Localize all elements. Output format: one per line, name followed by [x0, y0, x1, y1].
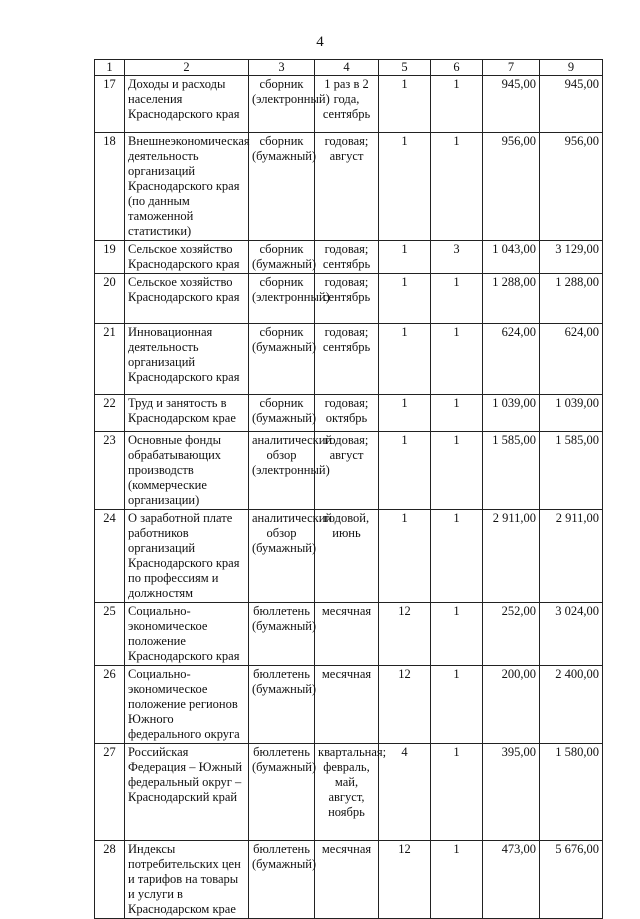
publication-name: Основные фонды обрабатывающих производств (коммерческие организации) [125, 432, 249, 510]
row-number: 24 [95, 510, 125, 603]
publication-name: Социально-экономическое положение регионов Южного федерального округа [125, 666, 249, 744]
column-header: 6 [431, 60, 483, 76]
col5-value: 1 [379, 241, 431, 274]
col6-value: 3 [431, 241, 483, 274]
total-price: 956,00 [540, 133, 603, 241]
column-header: 3 [249, 60, 315, 76]
publication-name: Российская Федерация – Южный федеральный округ – Краснодарский край [125, 744, 249, 841]
col5-value: 1 [379, 324, 431, 395]
total-price: 1 580,00 [540, 744, 603, 841]
publication-name: Доходы и расходы населения Краснодарского края [125, 76, 249, 133]
publication-period: годовая; октябрь [315, 395, 379, 432]
row-number: 19 [95, 241, 125, 274]
col5-value: 1 [379, 133, 431, 241]
page-number: 4 [316, 34, 324, 50]
column-header: 1 [95, 60, 125, 76]
col6-value: 1 [431, 841, 483, 919]
publication-type: бюллетень (бумажный) [249, 666, 315, 744]
table-row [95, 603, 603, 666]
unit-price: 252,00 [483, 603, 540, 666]
publication-type: сборник (бумажный) [249, 133, 315, 241]
publication-period: годовая; сентябрь [315, 241, 379, 274]
col5-value: 12 [379, 603, 431, 666]
row-number: 17 [95, 76, 125, 133]
col6-value: 1 [431, 133, 483, 241]
publication-type: сборник (бумажный) [249, 324, 315, 395]
col5-value: 1 [379, 274, 431, 324]
publication-period: годовой, июнь [315, 510, 379, 603]
unit-price: 395,00 [483, 744, 540, 841]
col5-value: 1 [379, 432, 431, 510]
publication-name: Сельское хозяйство Краснодарского края [125, 241, 249, 274]
publication-period: годовая; август [315, 432, 379, 510]
table-row [95, 666, 603, 744]
total-price: 2 911,00 [540, 510, 603, 603]
table-row [95, 274, 603, 324]
publication-period: годовая; август [315, 133, 379, 241]
col5-value: 4 [379, 744, 431, 841]
row-number: 20 [95, 274, 125, 324]
publication-name: Труд и занятость в Краснодарском крае [125, 395, 249, 432]
total-price: 2 400,00 [540, 666, 603, 744]
publication-type: бюллетень (бумажный) [249, 603, 315, 666]
unit-price: 624,00 [483, 324, 540, 395]
publication-period: годовая; сентябрь [315, 324, 379, 395]
total-price: 1 585,00 [540, 432, 603, 510]
publication-type: сборник (бумажный) [249, 241, 315, 274]
col6-value: 1 [431, 510, 483, 603]
publications-table [94, 59, 603, 919]
publication-type: бюллетень (бумажный) [249, 841, 315, 919]
col5-value: 1 [379, 76, 431, 133]
row-number: 21 [95, 324, 125, 395]
table-row [95, 510, 603, 603]
unit-price: 945,00 [483, 76, 540, 133]
column-header: 5 [379, 60, 431, 76]
total-price: 1 288,00 [540, 274, 603, 324]
row-number: 26 [95, 666, 125, 744]
unit-price: 1 039,00 [483, 395, 540, 432]
total-price: 624,00 [540, 324, 603, 395]
table-row [95, 841, 603, 919]
col5-value: 12 [379, 666, 431, 744]
publication-type: сборник (бумажный) [249, 395, 315, 432]
publication-type: сборник (электронный) [249, 76, 315, 133]
row-number: 28 [95, 841, 125, 919]
publication-period: квартальная; февраль, май, август, ноябрь [315, 744, 379, 841]
publication-type: аналитический обзор (электронный) [249, 432, 315, 510]
publication-name: Сельское хозяйство Краснодарского края [125, 274, 249, 324]
publication-name: Социально-экономическое положение Краснодарского края [125, 603, 249, 666]
total-price: 5 676,00 [540, 841, 603, 919]
table-row [95, 241, 603, 274]
col6-value: 1 [431, 324, 483, 395]
row-number: 27 [95, 744, 125, 841]
col6-value: 1 [431, 666, 483, 744]
table-row [95, 133, 603, 241]
col5-value: 12 [379, 841, 431, 919]
col6-value: 1 [431, 274, 483, 324]
unit-price: 1 043,00 [483, 241, 540, 274]
publication-period: годовая; сентябрь [315, 274, 379, 324]
row-number: 18 [95, 133, 125, 241]
publication-name: Инновационная деятельность организаций Краснодарского края [125, 324, 249, 395]
table-row [95, 76, 603, 133]
publication-type: аналитический обзор (бумажный) [249, 510, 315, 603]
publication-period: 1 раз в 2 года, сентябрь [315, 76, 379, 133]
unit-price: 1 585,00 [483, 432, 540, 510]
col6-value: 1 [431, 432, 483, 510]
total-price: 945,00 [540, 76, 603, 133]
table-header-row [95, 60, 603, 76]
table-row [95, 395, 603, 432]
publication-period: месячная [315, 666, 379, 744]
row-number: 25 [95, 603, 125, 666]
col5-value: 1 [379, 395, 431, 432]
column-header: 2 [125, 60, 249, 76]
col6-value: 1 [431, 76, 483, 133]
publication-name: Внешнеэкономическая деятельность организаций Краснодарского края (по данным таможенной статистики) [125, 133, 249, 241]
publication-name: Индексы потребительских цен и тарифов на товары и услуги в Краснодарском крае [125, 841, 249, 919]
column-header: 9 [540, 60, 603, 76]
unit-price: 956,00 [483, 133, 540, 241]
row-number: 23 [95, 432, 125, 510]
col6-value: 1 [431, 744, 483, 841]
table-row [95, 744, 603, 841]
publication-period: месячная [315, 841, 379, 919]
column-header: 4 [315, 60, 379, 76]
unit-price: 200,00 [483, 666, 540, 744]
col6-value: 1 [431, 395, 483, 432]
unit-price: 473,00 [483, 841, 540, 919]
publication-type: бюллетень (бумажный) [249, 744, 315, 841]
unit-price: 2 911,00 [483, 510, 540, 603]
total-price: 3 129,00 [540, 241, 603, 274]
publication-period: месячная [315, 603, 379, 666]
row-number: 22 [95, 395, 125, 432]
total-price: 1 039,00 [540, 395, 603, 432]
col6-value: 1 [431, 603, 483, 666]
col5-value: 1 [379, 510, 431, 603]
table-row [95, 432, 603, 510]
unit-price: 1 288,00 [483, 274, 540, 324]
publication-type: сборник (электронный) [249, 274, 315, 324]
publication-name: О заработной плате работников организаций Краснодарского края по профессиям и должностям [125, 510, 249, 603]
table-row [95, 324, 603, 395]
column-header: 7 [483, 60, 540, 76]
total-price: 3 024,00 [540, 603, 603, 666]
